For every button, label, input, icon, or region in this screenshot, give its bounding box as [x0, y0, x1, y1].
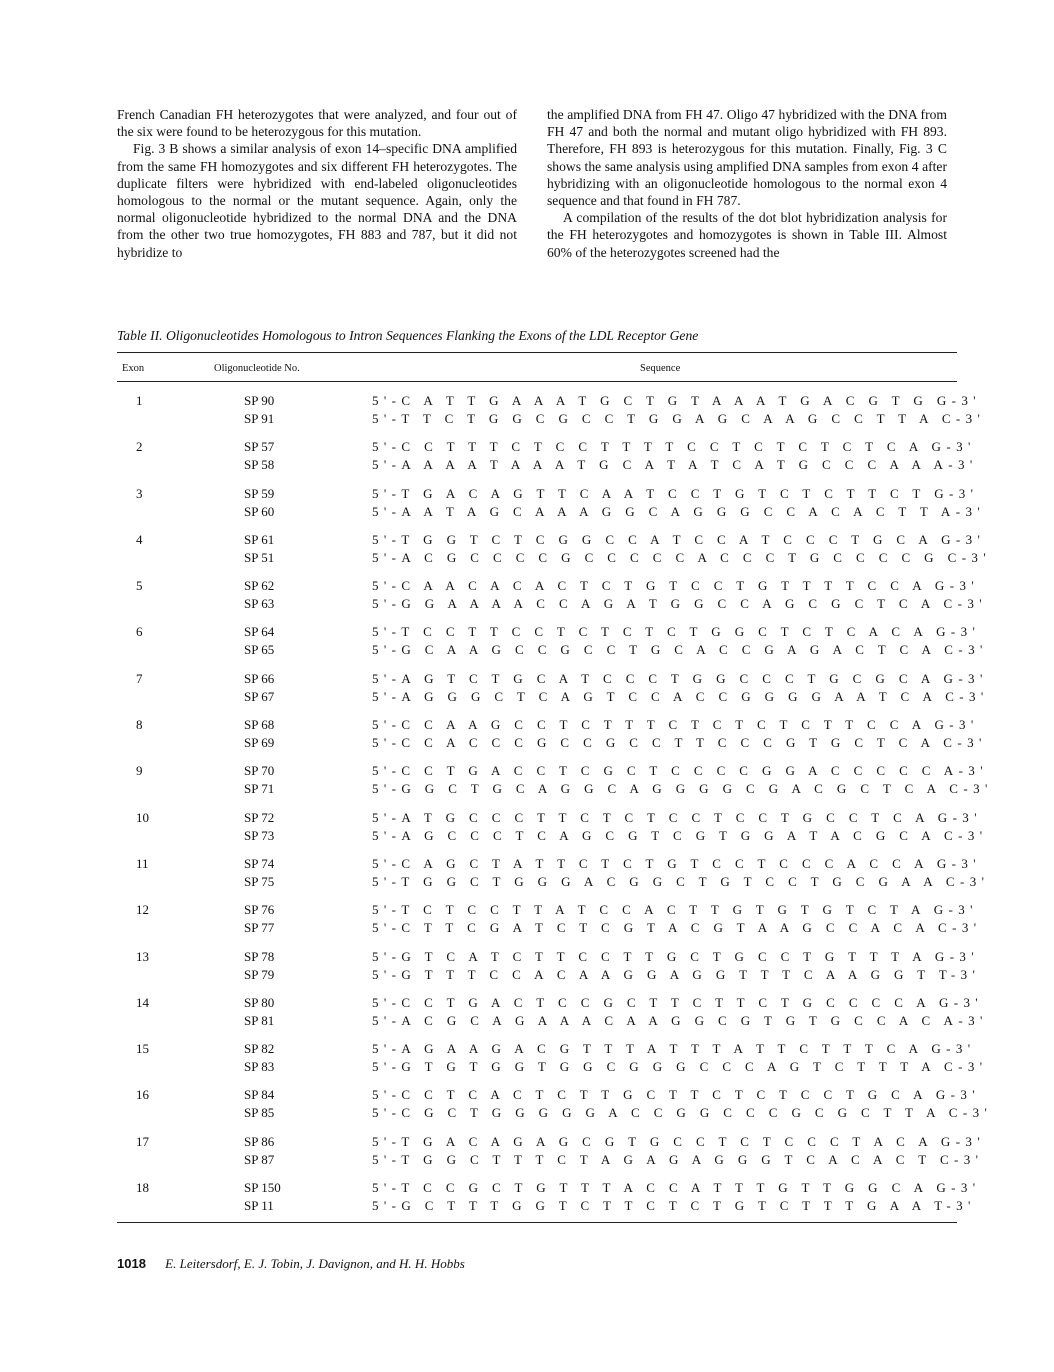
oligonucleotide-number: SP 75 [244, 873, 275, 889]
sequence: 5'-C A A C A C A C T C T G T C C T G T T T T C C A G-3' [372, 578, 980, 594]
oligonucleotide-number: SP 73 [244, 827, 275, 843]
table-top-rule [117, 352, 957, 353]
exon-number: 14 [136, 994, 149, 1010]
oligonucleotide-number: SP 83 [244, 1059, 275, 1075]
exon-number: 4 [136, 531, 143, 547]
right-paragraph-2: A compilation of the results of the dot blot hybridization analysis for the FH heterozygotes and homozygotes is shown in Table III. Almost 60% of the heterozygotes screened had the [547, 210, 947, 260]
exon-group [117, 1085, 993, 1131]
sequence: 5'-T G G C T G G G A C G G C T G T C C T G C G A A C-3' [372, 873, 990, 889]
exon-group [117, 622, 988, 668]
exon-number: 16 [136, 1087, 149, 1103]
sequence: 5'-G T G T G G T G G C G G G C C C A G T C T T T A C-3' [372, 1059, 988, 1075]
right-paragraph-1: the amplified DNA from FH 47. Oligo 47 hybridized with the DNA from FH 47 and both the normal and mutant oligo hybridized with FH 893. Therefore, FH 893 is heterozygous for this mutation. Finally, Fig. 3 C shows the same analysis using amplified DNA samples from exon 4 after hybridizing with an oligonucleotide homologous to the normal exon 4 sequence and that found in FH 787. [547, 107, 947, 209]
sequence: 5'-T C C G C T G T T T A C C A T T T G T T G G C A G-3' [372, 1180, 981, 1196]
oligonucleotide-number: SP 66 [244, 670, 275, 686]
sequence: 5'-A C G C C C C G C C C C C A C C C T G C C C C G C-3' [372, 549, 992, 565]
exon-group [117, 808, 988, 854]
sequence: 5'-C A T T G A A A T G C T G T A A A T G A C G T G G-3' [372, 393, 981, 408]
oligonucleotide-number: SP 90 [244, 393, 275, 408]
oligonucleotide-number: SP 91 [244, 411, 275, 426]
sequence: 5'-T T C T G G C G C C T G G A G C A A G C C T T A C-3' [372, 411, 986, 426]
sequence: 5'-A T G C C C T T C T C T C C T C C T G C C T C A G-3' [372, 809, 982, 825]
oligonucleotide-number: SP 74 [244, 855, 275, 871]
sequence: 5'-A A T A G C A A A G G C A G G G C C A C A C T T A-3' [372, 503, 986, 519]
exon-number: 15 [136, 1041, 149, 1057]
oligonucleotide-number: SP 76 [244, 902, 275, 918]
sequence: 5'-T G A C A G T T C A A T C C T G T C T C T T C T G-3' [372, 485, 979, 501]
sequence: 5'-A G A A G A C G T T T A T T T A T T C T T T C A G-3' [372, 1041, 976, 1057]
exon-number: 5 [136, 578, 143, 594]
sequence: 5'-T G G C T T T C T A G A G A G G G T C A C A C T C-3' [372, 1151, 984, 1167]
exon-number: 18 [136, 1180, 149, 1196]
exon-group [117, 484, 986, 530]
oligonucleotide-number: SP 84 [244, 1087, 275, 1103]
oligonucleotide-number: SP 62 [244, 578, 275, 594]
oligonucleotide-table [117, 391, 993, 1224]
sequence: 5'-G T T T C C A C A A G G A G G T T T C A A G G T T-3' [372, 966, 981, 982]
sequence: 5'-C G C T G G G G G A C C G G C C C G C G C T T A C-3' [372, 1105, 993, 1121]
oligonucleotide-number: SP 69 [244, 735, 275, 751]
sequence: 5'-A C G C A G A A A C A A G G C G T G T G C C A C A-3' [372, 1012, 988, 1028]
oligonucleotide-number: SP 86 [244, 1133, 275, 1149]
exon-group [117, 1178, 981, 1224]
exon-group [117, 530, 992, 576]
author-line: E. Leitersdorf, E. J. Tobin, J. Davignon, and H. H. Hobbs [165, 1256, 465, 1271]
sequence: 5'-G C A A G C C G C C T G C A C C G A G A C T C A C-3' [372, 642, 988, 658]
exon-group [117, 576, 987, 622]
header-sequence: Sequence [640, 363, 681, 374]
sequence: 5'-C C T C A C T C T T G C T T C T C T C C T G C A G-3' [372, 1087, 981, 1103]
exon-group [117, 391, 986, 437]
exon-group [117, 669, 989, 715]
exon-number: 13 [136, 948, 149, 964]
sequence: 5'-T G G T C T C G G C C A T C C A T C C C T G C A G-3' [372, 531, 986, 547]
exon-number: 6 [136, 624, 143, 640]
exon-number: 7 [136, 670, 143, 686]
exon-number: 11 [136, 855, 149, 871]
table-bottom-rule [117, 1222, 957, 1223]
sequence: 5'-A G G G C T C A G T C C A C C G G G G A A T C A C-3' [372, 688, 989, 704]
oligonucleotide-number: SP 67 [244, 688, 275, 704]
sequence: 5'-G G C T G C A G G C A G G G G C G A C G C T C A C-3' [372, 781, 993, 797]
exon-number: 17 [136, 1133, 149, 1149]
sequence: 5'-C C A C C C G C C G C C T T C C C G T G C T C A C-3' [372, 735, 987, 751]
exon-group [117, 715, 987, 761]
sequence: 5'-C T T C G A T C T C G T A C G T A A G C C A C A C-3' [372, 920, 982, 936]
sequence: 5'-C C T G A C C T C G C T C C C C G G A C C C C C A-3' [372, 763, 988, 779]
right-column [547, 106, 947, 261]
oligonucleotide-number: SP 77 [244, 920, 275, 936]
sequence: 5'-T G A C A G A G C G T G C C T C T C C C T A C A G-3' [372, 1133, 986, 1149]
oligonucleotide-number: SP 71 [244, 781, 275, 797]
exon-group [117, 900, 982, 946]
exon-number: 3 [136, 485, 143, 501]
exon-group [117, 993, 988, 1039]
exon-group [117, 1039, 988, 1085]
oligonucleotide-number: SP 78 [244, 948, 275, 964]
table-header-rule [117, 381, 957, 382]
exon-number: 1 [136, 393, 143, 408]
left-column [117, 106, 517, 261]
sequence: 5'-C A G C T A T T C T C T G T C C T C C C A C C A G-3' [372, 855, 981, 871]
oligonucleotide-number: SP 81 [244, 1012, 275, 1028]
page-number: 1018 [117, 1256, 146, 1271]
exon-number: 9 [136, 763, 143, 779]
sequence: 5'-C C T T T C T C C T T T T C C T C T C T C T C A G-3' [372, 439, 976, 455]
oligonucleotide-number: SP 87 [244, 1151, 275, 1167]
exon-group [117, 1132, 986, 1178]
oligonucleotide-number: SP 64 [244, 624, 275, 640]
exon-group [117, 437, 978, 483]
oligonucleotide-number: SP 60 [244, 503, 275, 519]
oligonucleotide-number: SP 57 [244, 439, 275, 455]
sequence: 5'-G C T T T G G T C T T C T C T G T C T T T G A A T-3' [372, 1198, 976, 1214]
left-paragraph-1: French Canadian FH heterozygotes that were analyzed, and four out of the six were found to be heterozygous for this mutation. [117, 107, 517, 140]
exon-group [117, 947, 981, 993]
exon-number: 8 [136, 717, 143, 733]
oligonucleotide-number: SP 58 [244, 457, 275, 473]
oligonucleotide-number: SP 82 [244, 1041, 275, 1057]
exon-number: 2 [136, 439, 143, 455]
oligonucleotide-number: SP 65 [244, 642, 275, 658]
sequence: 5'-G T C A T C T T C C T T G C T G C C T G T T T A G-3' [372, 948, 980, 964]
oligonucleotide-number: SP 72 [244, 809, 275, 825]
header-exon: Exon [122, 363, 145, 374]
oligonucleotide-number: SP 11 [244, 1198, 274, 1214]
exon-number: 10 [136, 809, 149, 825]
sequence: 5'-A G T C T G C A T C C C T G G C C C T G C G C A G-3' [372, 670, 988, 686]
sequence: 5'-T C T C C T T A T C C A C T T G T G T G T C T A G-3' [372, 902, 978, 918]
sequence: 5'-A G C C C T C A G C G T C G T G G A T A C G C A C-3' [372, 827, 988, 843]
exon-group [117, 854, 990, 900]
oligonucleotide-number: SP 51 [244, 549, 275, 565]
oligonucleotide-number: SP 68 [244, 717, 275, 733]
exon-group [117, 761, 993, 807]
header-oligonucleotide: Oligonucleotide No. [214, 363, 300, 374]
oligonucleotide-number: SP 80 [244, 994, 275, 1010]
sequence: 5'-C C T G A C T C C G C T T C T T C T G C C C C A G-3' [372, 994, 984, 1010]
oligonucleotide-number: SP 61 [244, 531, 275, 547]
sequence: 5'-A A A A T A A A T G C A T A T C A T G C C C A A A-3' [372, 457, 978, 473]
left-paragraph-2: Fig. 3 B shows a similar analysis of exon 14–specific DNA amplified from the same FH homozygotes and six different FH heterozygotes. The duplicate filters were hybridized with end-labeled oligonucleotides homologous to the normal or the mutant sequence. Again, only the normal oligonucleotide hybridized to the normal DNA and the DNA from the other two true homozygotes, FH 883 and 787, but it did not hybridize to [117, 141, 517, 260]
sequence: 5'-C C A A G C C T C T T T C T C T C T C T T C C A G-3' [372, 717, 979, 733]
oligonucleotide-number: SP 79 [244, 966, 275, 982]
oligonucleotide-number: SP 150 [244, 1180, 281, 1196]
table-caption: Table II. Oligonucleotides Homologous to Intron Sequences Flanking the Exons of the LDL Receptor Gene [117, 328, 699, 343]
sequence: 5'-T C C T T C C T C T C T C T G G C T C T C A C A G-3' [372, 624, 981, 640]
oligonucleotide-number: SP 70 [244, 763, 275, 779]
sequence: 5'-G G A A A A C C A G A T G G C C A G C G C T C A C-3' [372, 596, 987, 612]
exon-number: 12 [136, 902, 149, 918]
oligonucleotide-number: SP 63 [244, 596, 275, 612]
oligonucleotide-number: SP 85 [244, 1105, 275, 1121]
page-footer [117, 1256, 465, 1272]
oligonucleotide-number: SP 59 [244, 485, 275, 501]
